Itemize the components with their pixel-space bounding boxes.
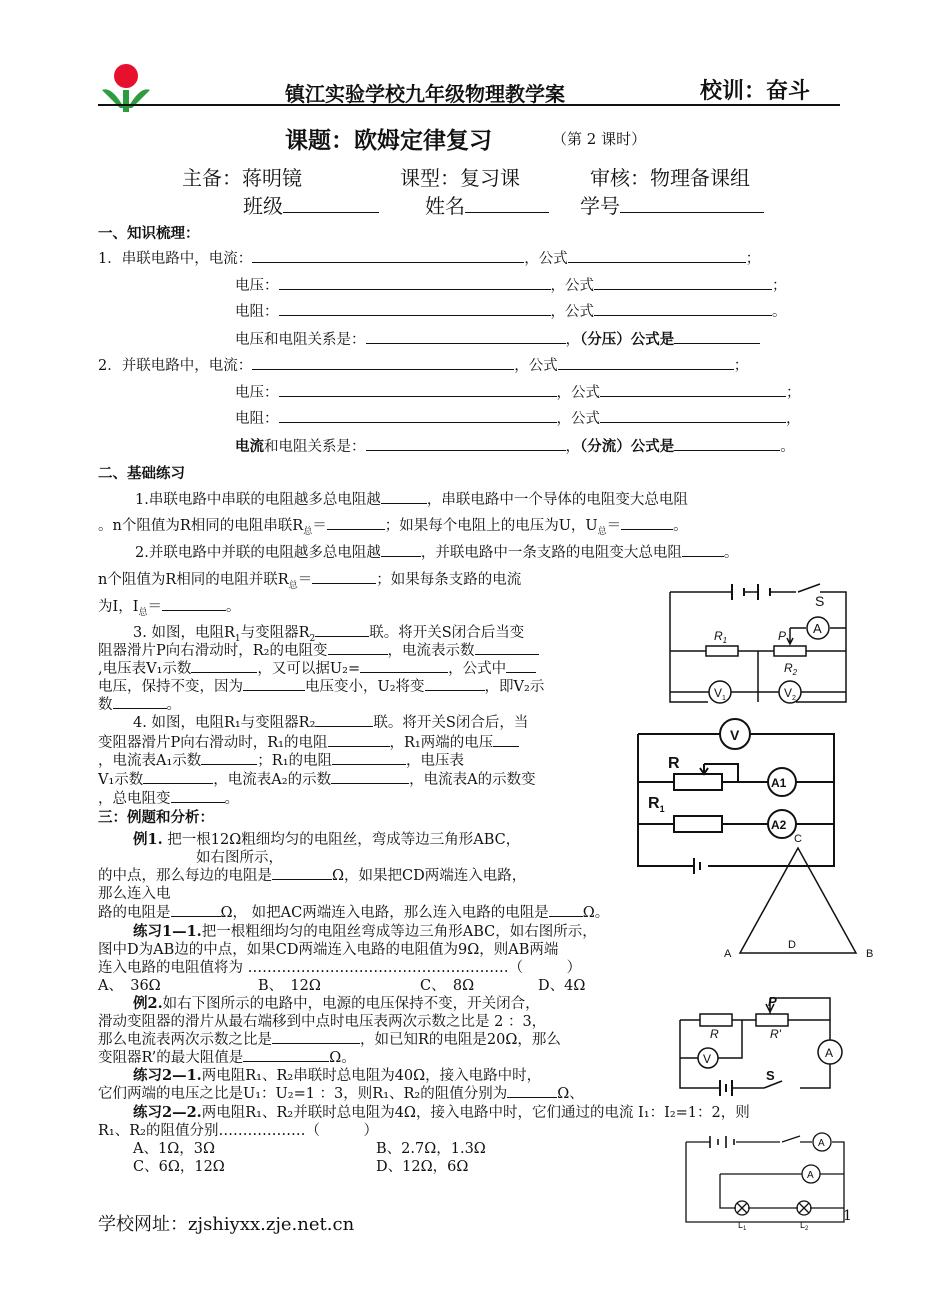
fig3-ammeter: A [825,1046,834,1060]
q2-line2: n个阻值为R相同的电阻并联$R_总=$ ；如果每条支路的电流 [98,568,521,591]
p11-line2: 图中D为AB边的中点，如果CD两端连入电路的电阻值为9Ω，则AB两端 [98,942,559,958]
fig2-voltmeter: V [730,727,740,743]
school-motto: 校训：奋斗 [700,78,811,104]
author: 主备：蒋明镜 [182,166,302,190]
p11-option-b[interactable]: B、 12Ω [258,978,321,994]
p11-option-c[interactable]: C、 8Ω [420,978,475,994]
fig1-ammeter: A [813,621,822,636]
triangle-midpoint-d: D [788,939,796,951]
p11-option-d[interactable]: D、4Ω [538,978,586,994]
q3-line1: 3. 如图，电阻$R_1$与变阻器$R_2$ 联。将开关S闭合后当变 [133,621,524,644]
page-subtitle: （第 2 课时） [552,130,647,148]
q1-line2: 。n个阻值为R相同的电阻串联$R_总=$ ；如果每个电阻上的电压为U，$U_总=$ 。 [98,514,688,537]
fig3-rprime-label: R' [770,1027,781,1041]
p22-line1: 练习2—2.两电阻R₁、R₂并联时总电阻为4Ω，接入电路中时，它们通过的电流 I₁：I₂=1：2，则 [133,1104,750,1121]
ex1-line2: 如右图所示， [196,850,283,866]
fig1-p-label: P [778,629,787,643]
fig3-voltmeter: V [703,1052,712,1066]
ex2-line1: 例2.如右下图所示的电路中，电源的电压保持不变，开关闭合， [133,995,540,1012]
ex2-line3: 那么电流表两次示数之比是 ，如已知R的电阻是20Ω，那么 [98,1028,561,1049]
p21-line1: 练习2—1.两电阻R₁、R₂串联时总电阻为40Ω，接入电路中时， [133,1067,542,1084]
fig2-r1-label: $R_1$ [648,795,665,814]
p11-line3: 连入电路的电阻值将为 ………………………………………………（ ） [98,960,582,976]
page-number: 1 [843,1208,852,1224]
ex2-line4: 变阻器R’的最大阻值是 Ω。 [98,1046,356,1067]
q2-line1: 2.并联电路中并联的电阻越多总电阻越 ，并联电路中一条支路的电阻变大总电阻 。 [135,541,738,562]
fig2-ammeter-a2: A2 [771,818,787,832]
q3-line5: 数 。 [98,693,181,714]
circuit-figure-4 [680,1128,850,1232]
p11-line1: 练习1—1.把一根粗细均匀的电阻丝弯成等边三角形ABC，如右图所示， [133,923,597,940]
p21-line2: 它们两端的电压之比是U₁：U₂=1 ：3，则R₁、R₂的阻值分别为 Ω、 [98,1082,584,1103]
fig4-lamp-1: $L_1$ [738,1220,747,1232]
triangle-vertex-c: C [794,833,802,845]
triangle-vertex-a: A [724,948,732,960]
fig1-switch-label: S [815,593,825,609]
parallel-relation-row: 电流和电阻关系是： ，（分流）公式是 。 [235,438,795,455]
parallel-voltage-row: 电压： ，公式 ； [235,381,801,402]
id-field [580,190,764,219]
q3-line2: 阻器滑片P向右滑动时，R₂的电阻变 ，电流表示数 [98,639,539,660]
q3-line4: 电压，保持不变，因为 电压变小，U₂将变 ，即V₂示 [98,675,544,696]
series-voltage-row: 电压： ，公式 ； [235,274,787,295]
fig1-r2-label: $R_2$ [784,661,798,677]
fig4-lamp-2: $L_2$ [800,1220,809,1232]
q3-line3: ,电压表V₁示数 ，又可以据U₂= ，公式中 [98,657,536,678]
p11-option-a[interactable]: A、 36Ω [98,978,161,994]
ex1-line4: 那么连入电 [98,886,171,902]
p22-line2: R₁、R₂的阻值分别………………（ ） [98,1123,378,1139]
class-label: 班级 [243,194,283,218]
id-label: 学号 [580,194,620,218]
lesson-type: 课型：复习课 [400,166,520,190]
section2-heading: 二、基础练习 [98,465,185,482]
fig1-r1-label: $R_1$ [714,629,728,645]
series-current-row: 1．串联电路中，电流： ，公式 ； [98,247,760,268]
school-title: 镇江实验学校九年级物理教学案 [285,82,565,106]
series-relation-row: 电压和电阻关系是： ，（分压）公式是 [235,328,760,349]
fig1-voltmeter-2: $V_2$ [784,686,796,702]
name-blank[interactable] [465,192,549,213]
section3-heading: 三：例题和分析： [98,809,214,826]
fig1-voltmeter-1: $V_1$ [714,686,726,702]
section1-heading: 一、知识梳理： [98,225,200,242]
ex1-line3: 的中点，那么每边的电阻是 Ω，如果把CD两端连入电路， [98,864,526,885]
fig3-switch-label: S [766,1068,775,1083]
p22-option-b[interactable]: B、2.7Ω，1.3Ω [376,1141,486,1157]
p22-option-d[interactable]: D、12Ω，6Ω [376,1159,469,1175]
q4-line5: ，总电阻变 。 [98,787,239,808]
page-title: 课题：欧姆定律复习 [285,127,492,154]
fig3-p-label: P [768,994,777,1009]
fig3-r-label: R [710,1027,719,1041]
series-resistance-row: 电阻： ，公式 。 [235,300,787,321]
class-blank[interactable] [283,192,379,213]
parallel-current-row: 2．并联电路中，电流： ，公式 ； [98,354,748,375]
header-rule [98,104,840,106]
circuit-figure-1 [660,580,852,712]
fig2-ammeter-a1: A1 [771,776,787,790]
reviewer: 审核：物理备课组 [590,166,750,190]
p22-option-c[interactable]: C、6Ω，12Ω [133,1159,225,1175]
q4-line4: V₁示数 ，电流表A₂的示数 ，电流表A的示数变 [98,768,536,789]
id-blank[interactable] [620,192,764,213]
ex1-line1: 例1. 把一根12Ω粗细均匀的电阻丝，弯成等边三角形ABC， [133,831,521,848]
fig4-ammeter-main: A [818,1138,825,1149]
parallel-resistance-row: 电阻： ，公式 ， [235,407,801,428]
triangle-vertex-b: B [866,948,874,960]
q1-line1: 1.串联电路中串联的电阻越多总电阻越 ，串联电路中一个导体的电阻变大总电阻 [135,488,688,509]
name-field [425,190,549,219]
triangle-figure [718,830,878,962]
q2-line3: 为I，$I_总=$ 。 [98,595,240,618]
p22-option-a[interactable]: A、1Ω，3Ω [133,1141,215,1157]
fig4-ammeter-branch: A [807,1170,814,1181]
class-field [243,190,379,219]
q4-line3: ，电流表A₁示数 ；R₁的电阻 ，电压表 [98,749,464,770]
footer-website[interactable]: 学校网址：zjshiyxx.zje.net.cn [98,1214,355,1235]
ex2-line2: 滑动变阻器的滑片从最右端移到中点时电压表两次示数之比是 2 ：3， [98,1014,547,1030]
ex1-line5: 路的电阻是 Ω， 如把AC两端连入电路，那么连入电路的电阻是 Ω。 [98,901,609,922]
name-label: 姓名 [425,194,465,218]
q4-line2: 变阻器滑片P向右滑动时，R₁的电阻 ，R₁两端的电压 [98,731,519,752]
circuit-figure-3 [670,992,846,1100]
q4-line1: 4. 如图，电阻R₁与变阻器R₂ 联。将开关S闭合后，当 [133,711,528,732]
fig2-r-label: R [668,755,680,772]
